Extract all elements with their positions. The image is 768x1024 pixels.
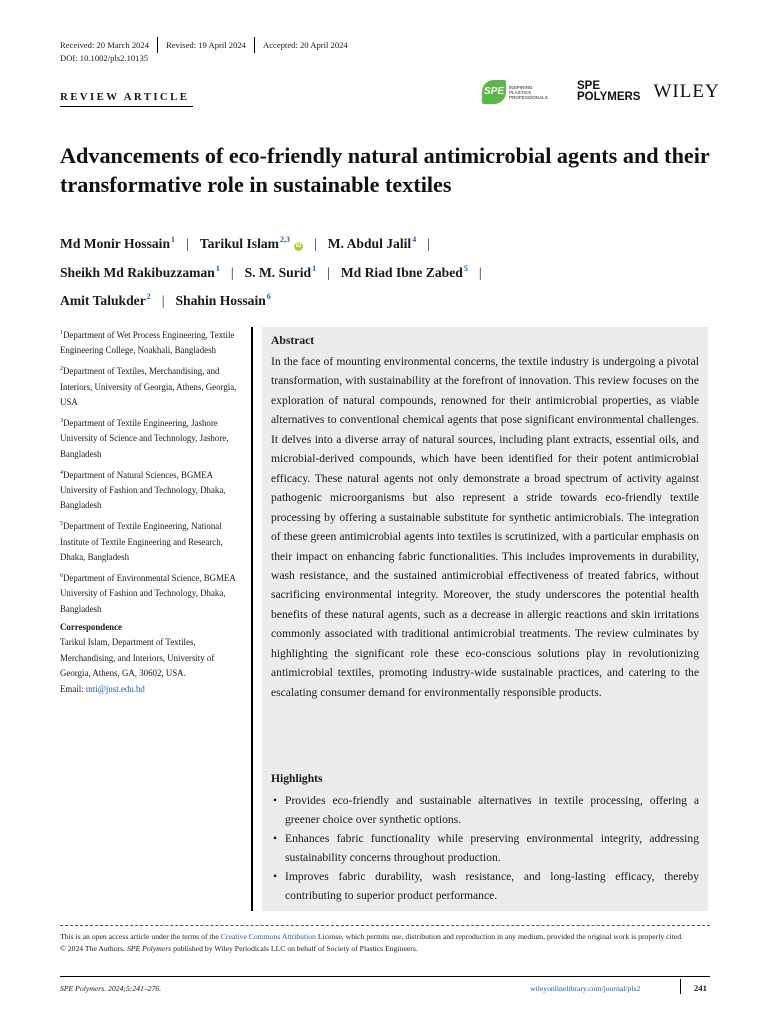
author[interactable]: Sheikh Md Rakibuzzaman$^1$ xyxy=(60,263,220,280)
affiliation-item: $^4$Department of Natural Sciences, BGMEA University of Fashion and Technology, Dhaka, Bangladesh xyxy=(60,469,226,511)
highlights-heading: Highlights xyxy=(271,772,323,785)
author[interactable]: Md Monir Hossain$^1$ xyxy=(60,235,176,251)
affiliation-item: $^2$Department of Textiles, Merchandising, and Interiors, University of Georgia, Athens, Georgia, USA xyxy=(60,366,237,408)
orcid-icon[interactable]: iD xyxy=(295,243,302,249)
author[interactable]: M. Abdul Jalil$^4$ xyxy=(327,235,417,251)
highlight-item: • Enhances fabric functionality while preserving environmental integrity, addressing sustainability concerns throughout production. xyxy=(271,829,699,867)
accepted-date: Accepted: 20 April 2024 xyxy=(262,40,348,50)
affiliations xyxy=(60,326,245,621)
affiliation-ref: 5 xyxy=(463,263,468,273)
author-separator: | xyxy=(327,264,330,280)
affiliation-ref: 2 xyxy=(146,292,151,301)
affiliation-item: $^6$Department of Environmental Science, BGMEA University of Fashion and Technology, Dhaka, Bangladesh xyxy=(60,573,236,614)
date-divider xyxy=(254,37,255,53)
author-list xyxy=(60,228,720,314)
affiliation-item: $^3$Department of Textile Engineering, Jashore University of Science and Technology, Jashore, Bangladesh xyxy=(60,417,229,459)
author-separator: | xyxy=(313,236,317,251)
author-separator: | xyxy=(230,264,234,280)
spe-logo-icon: SPE xyxy=(482,80,506,104)
affiliation-item: $^5$Department of Textile Engineering, National Institute of Textile Engineering and Research, Dhaka, Bangladesh xyxy=(60,521,223,563)
affiliation-ref: 4 xyxy=(412,235,417,244)
author[interactable]: Md Riad Ibne Zabed$^5$ xyxy=(340,263,468,280)
cc-license-link[interactable]: Creative Commons Attribution xyxy=(220,932,316,941)
correspondence xyxy=(60,620,245,697)
highlight-item: • Improves fabric durability, wash resistance, and long-lasting efficacy, thereby contributing to superior product performance. xyxy=(271,867,699,905)
article-type-underline xyxy=(60,106,193,107)
author[interactable]: S. M. Surid$^1$ xyxy=(244,263,317,280)
wiley-logo: WILEY xyxy=(653,81,720,102)
journal-citation: SPE Polymers. 2024;5:241–276. xyxy=(60,984,162,993)
revised-date: Revised: 19 April 2024 xyxy=(166,40,246,50)
spe-tagline: INSPIRING PLASTICS PROFESSIONALS xyxy=(509,84,548,100)
highlight-item: • Provides eco-friendly and sustainable alternatives in textile processing, offering a greener choice over synthetic options. xyxy=(271,791,699,829)
article-dates xyxy=(60,37,348,53)
journal-url-link[interactable]: wileyonlinelibrary.com/journal/pls2 xyxy=(530,984,641,993)
affiliation-item: $^1$Department of Wet Process Engineering, Textile Engineering College, Noakhali, Bangladesh xyxy=(60,329,235,356)
abstract-heading: Abstract xyxy=(271,334,315,347)
author-separator: | xyxy=(161,293,165,308)
publisher-logos xyxy=(482,78,720,106)
affiliation-ref: 1 xyxy=(215,263,220,273)
highlights-list xyxy=(271,791,699,906)
correspondence-text: Tarikul Islam, Department of Textiles, Merchandising, and Interiors, University of Georgia, Athens, GA, 30602, USA. Email: mti@just.edu.bd xyxy=(60,637,215,694)
author-separator: | xyxy=(427,236,430,251)
author[interactable]: Tarikul Islam$^{2,3}$iD xyxy=(199,235,302,251)
author[interactable]: Amit Talukder$^2$ xyxy=(60,292,151,308)
page-number: 241 xyxy=(694,983,707,993)
affiliation-ref: 2,3 xyxy=(279,235,290,244)
column-divider xyxy=(251,327,253,911)
spe-polymers-logo: SPE POLYMERS xyxy=(577,80,641,103)
footer-dashed-rule xyxy=(60,925,710,926)
email-link[interactable]: mti@just.edu.bd xyxy=(85,683,145,694)
doi[interactable]: DOI: 10.1002/pls2.10135 xyxy=(60,53,149,63)
affiliation-ref: 6 xyxy=(266,292,271,301)
article-title: Advancements of eco-friendly natural antimicrobial agents and their transformative role in sustainable textiles xyxy=(60,143,710,197)
article-type: REVIEW ARTICLE xyxy=(60,91,190,103)
abstract-text: In the face of mounting environmental concerns, the textile industry is undergoing a pivotal transformation, with sustainability at the forefront of innovation. This review focuses on the exploration of natural compounds, renowned for their antimicrobial properties, as viable alternatives to conventional chemical agents that pose significant environmental challenges. It delves into a diverse array of natural sources, including plant extracts, essential oils, and microbial-derived compounds, which have been identified for their potent antimicrobial efficacy. These natural agents not only demonstrate a broad spectrum of activity against pathogenic microorganisms but also represent a stride towards eco-friendly textile processing by offering a sustainable substitute for synthetic antimicrobials. The integration of these green antimicrobial agents into textiles is scrutinized, with a particular emphasis on their impact on enhancing fabric functionalities. This includes improvements in durability, wash resistance, and the sustained antimicrobial effectiveness of treated fabrics, without sacrificing environmental integrity. Moreover, the study underscores the potential health benefits of these natural agents, such as a decrease in allergic reactions and skin irritations commonly associated with traditional antimicrobial treatments. The review culminates by highlighting the significant role these eco-conscious solutions play in revolutionizing antimicrobial textiles, promoting industry-wide sustainable practices, and catering to the escalating consumer demand for environmentally responsible products. xyxy=(271,355,699,699)
date-divider xyxy=(157,37,158,53)
author[interactable]: Shahin Hossain$^6$ xyxy=(175,292,271,308)
received-date: Received: 20 March 2024 xyxy=(60,40,150,50)
affiliation-ref: 1 xyxy=(171,235,176,244)
footer-divider xyxy=(680,979,681,994)
correspondence-heading: Correspondence xyxy=(60,622,122,632)
affiliation-ref: 1 xyxy=(312,263,317,273)
author-separator: | xyxy=(186,236,189,251)
license-notice: This is an open access article under the terms of the Creative Commons Attribution License, which permits use, distribution and reproduction in any medium, provided the original work is properly cited. © 2024 The Authors. SPE Polymers published by Wiley Periodicals LLC on behalf of Society of Plastics Engineers. xyxy=(60,932,683,954)
footer-rule xyxy=(60,976,710,977)
author-separator: | xyxy=(478,264,482,280)
